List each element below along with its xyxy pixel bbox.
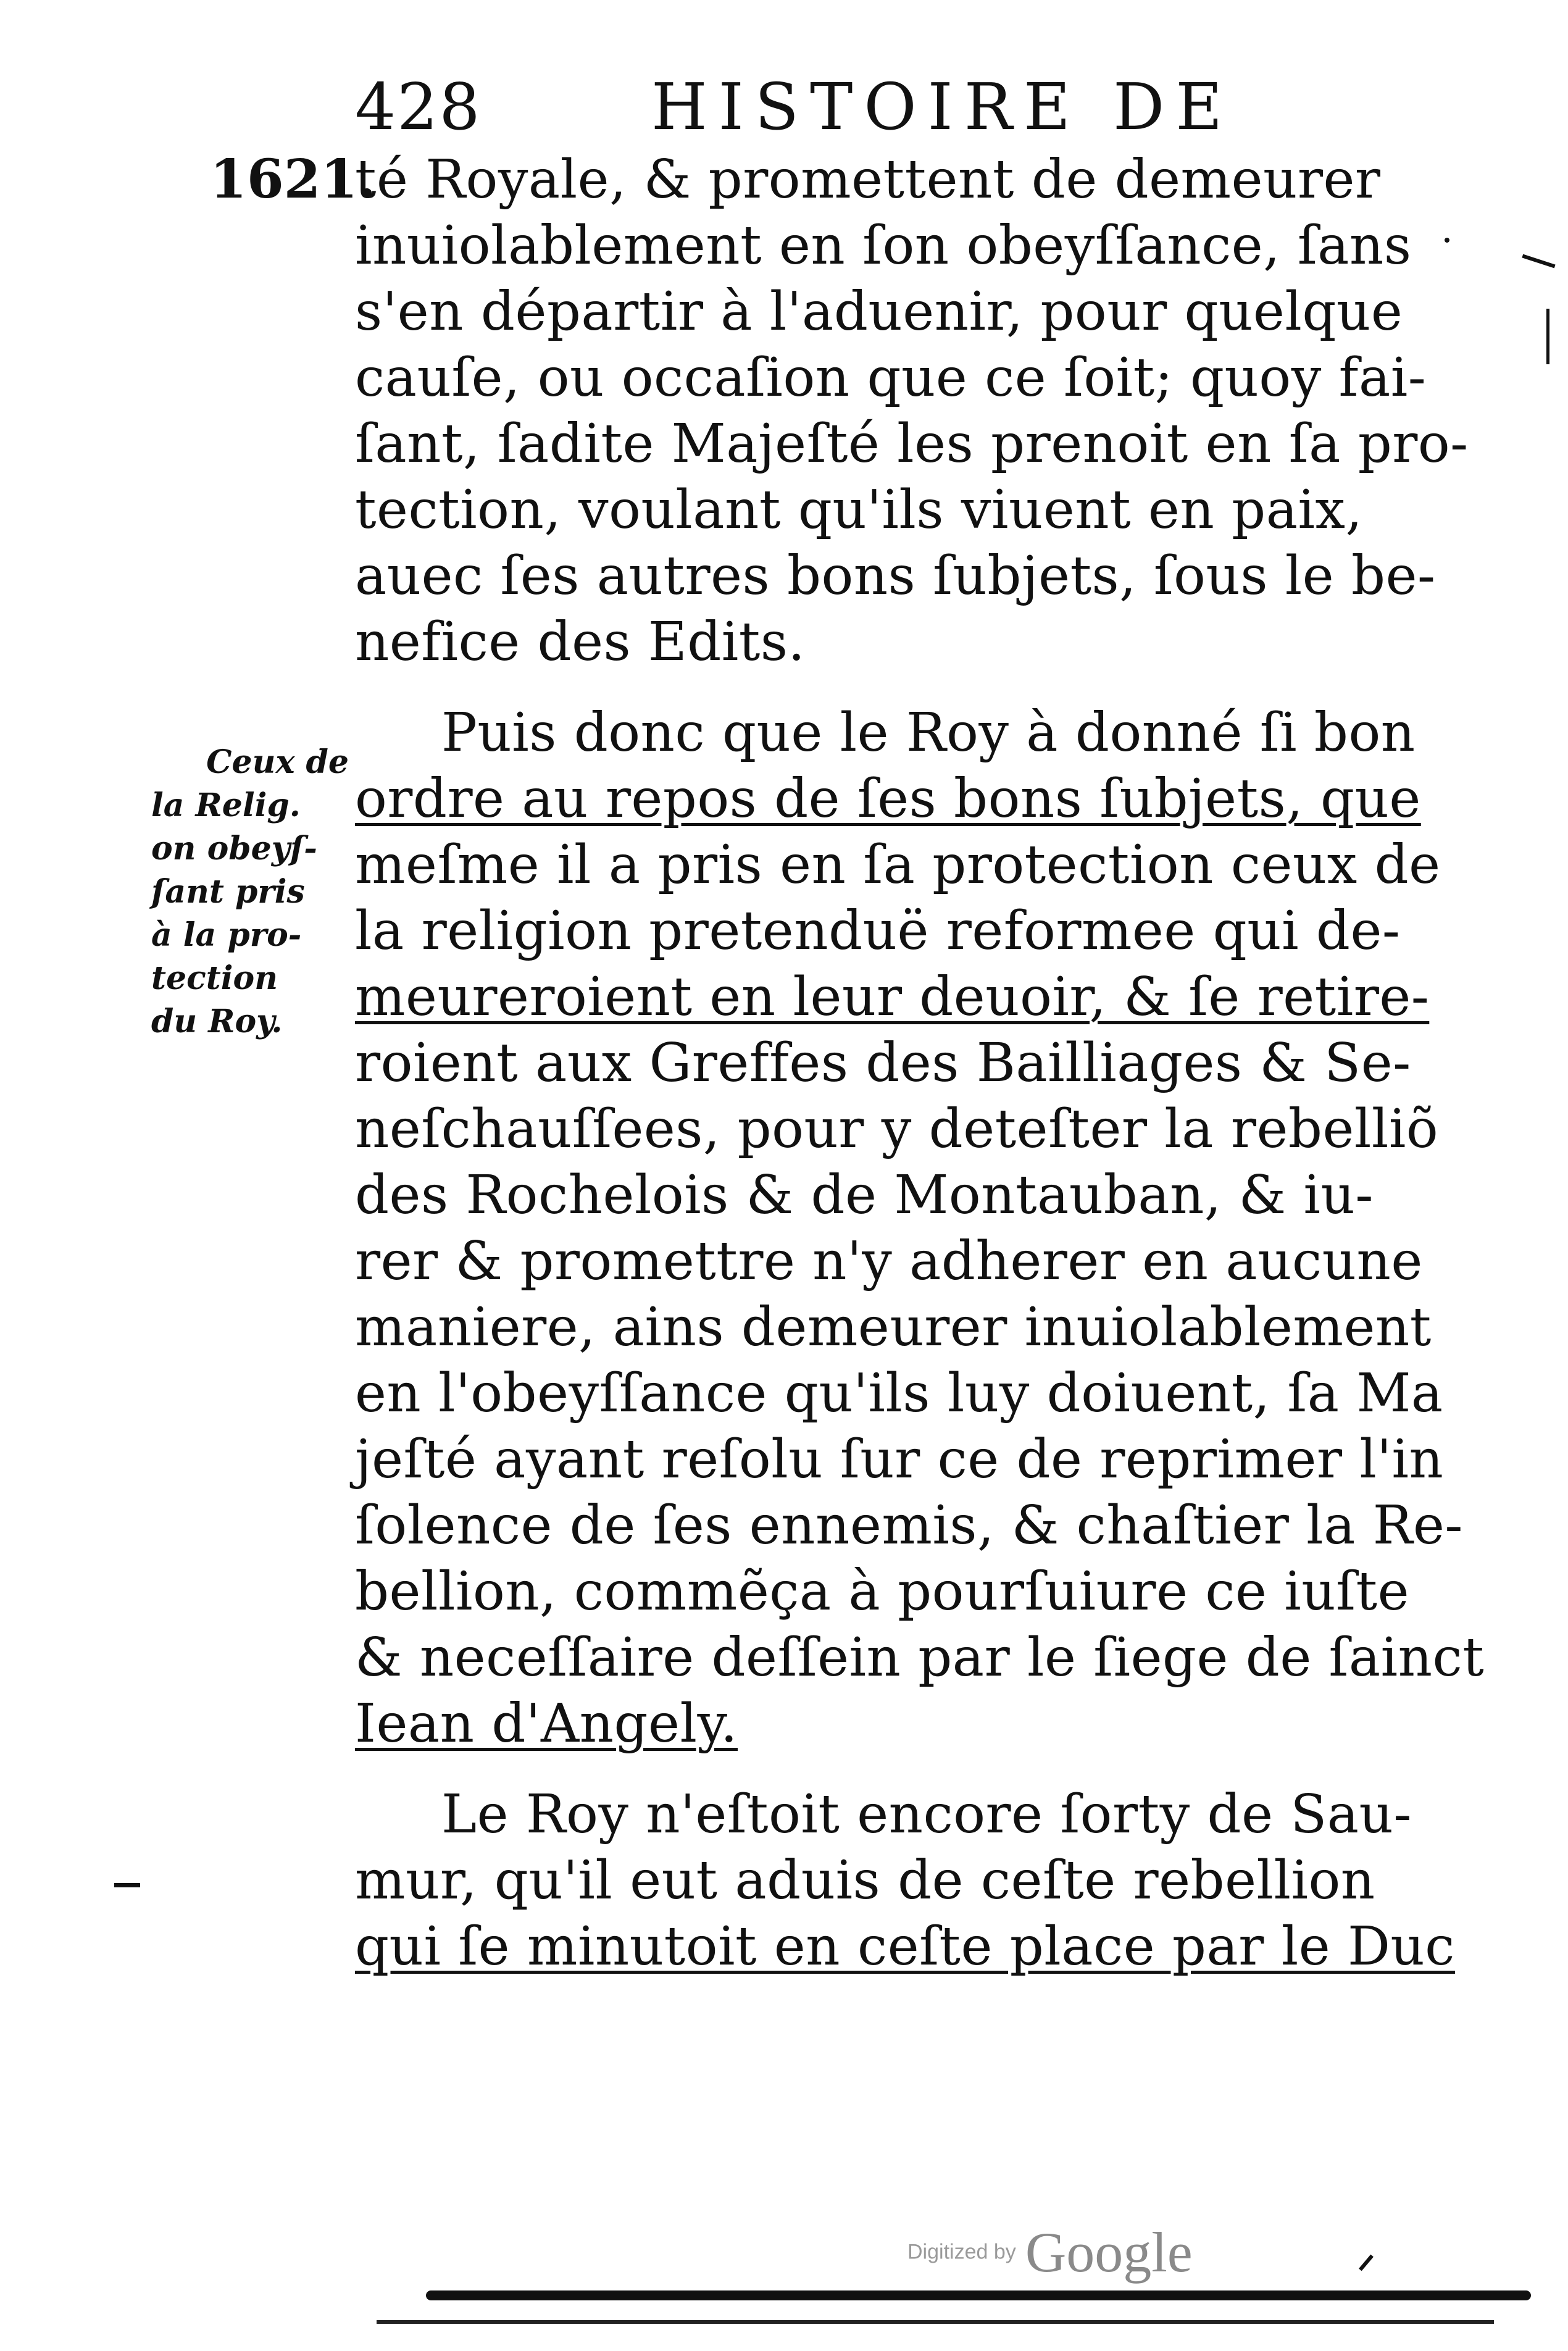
page-header <box>355 69 1247 156</box>
paragraph-start-line: Puis donc que le Roy à donné ſi bon <box>441 702 1416 764</box>
text-line: en l'obeyſſance qu'ils luy doiuent, ſa Ma <box>355 1363 1443 1424</box>
text-line: ordre au repos de ſes bons ſubjets, que <box>355 768 1421 830</box>
paragraph-start-line: Le Roy n'eſtoit encore ſorty de Sau- <box>441 1784 1412 1845</box>
text-line: meſme il a pris en ſa protection ceux de <box>355 834 1441 896</box>
year-margin-label: 1621. <box>210 148 377 211</box>
text-line: cauſe, ou occaſion que ce ſoit; quoy fai- <box>355 347 1427 409</box>
marginal-note-line: ſant pris <box>151 873 305 911</box>
text-line: des Rochelois & de Montauban, & iu- <box>355 1164 1374 1226</box>
text-line: s'en départir à l'aduenir, pour quelque <box>355 281 1403 343</box>
scan-mark <box>1522 254 1555 269</box>
page-bottom-edge-shadow <box>377 2320 1494 2324</box>
text-line: neſchauſſees, pour y deteſter la rebelliõ <box>355 1098 1439 1160</box>
marginal-note-line: on obeyſ- <box>151 830 317 867</box>
page-number: 428 <box>355 69 482 144</box>
text-line: la religion pretenduë reformee qui de- <box>355 900 1401 962</box>
scan-mark <box>1359 2255 1374 2271</box>
text-line: ſant, ſadite Majeſté les prenoit en ſa pro- <box>355 413 1469 475</box>
text-line: Iean d'Angely. <box>355 1693 738 1755</box>
body-text <box>355 147 1485 1980</box>
watermark-prefix: Digitized by <box>907 2240 1016 2264</box>
text-line: inuiolablement en ſon obeyſſance, ſans <box>355 215 1412 277</box>
marginal-note-line: la Relig. <box>151 787 301 824</box>
running-title: HISTOIRE DE <box>651 69 1234 144</box>
text-line: rer & promettre n'y adherer en aucune <box>355 1230 1423 1292</box>
text-line: mur, qu'il eut aduis de ceſte rebellion <box>355 1850 1375 1911</box>
text-line: meureroient en leur deuoir, & ſe retire- <box>355 966 1430 1028</box>
text-line: qui ſe minutoit en ceſte place par le Duc <box>355 1916 1455 1977</box>
text-line: bellion, commẽça à pourſuiure ce iuſte <box>355 1561 1409 1622</box>
marginal-note-line: tection <box>151 959 278 997</box>
digitization-watermark <box>907 2219 1193 2287</box>
scan-mark <box>1546 309 1549 364</box>
page-bottom-edge <box>426 2290 1531 2300</box>
text-line: ſolence de ſes ennemis, & chaſtier la Re- <box>355 1495 1463 1556</box>
text-line: & neceſſaire deſſein par le ſiege de ſainct <box>355 1627 1485 1689</box>
marginal-note-line: du Roy. <box>151 1003 283 1040</box>
scan-mark <box>114 1883 140 1887</box>
text-line: jeſté ayant reſolu ſur ce de reprimer l'in <box>355 1429 1444 1490</box>
watermark-brand: Google <box>1025 2221 1193 2284</box>
marginal-note-line: à la pro- <box>151 916 302 954</box>
marginal-note <box>151 741 349 1043</box>
text-line: tection, voulant qu'ils viuent en paix, <box>355 479 1363 541</box>
text-line: auec ſes autres bons ſubjets, ſous le be- <box>355 545 1436 607</box>
text-line: té Royale, & promettent de demeurer <box>355 149 1381 211</box>
text-line: roient aux Greffes des Bailliages & Se- <box>355 1032 1411 1094</box>
text-line: maniere, ains demeurer inuiolablement <box>355 1297 1432 1358</box>
marginal-note-line: Ceux de <box>206 743 349 781</box>
text-line: nefice des Edits. <box>355 611 806 673</box>
scan-mark <box>1445 238 1449 243</box>
